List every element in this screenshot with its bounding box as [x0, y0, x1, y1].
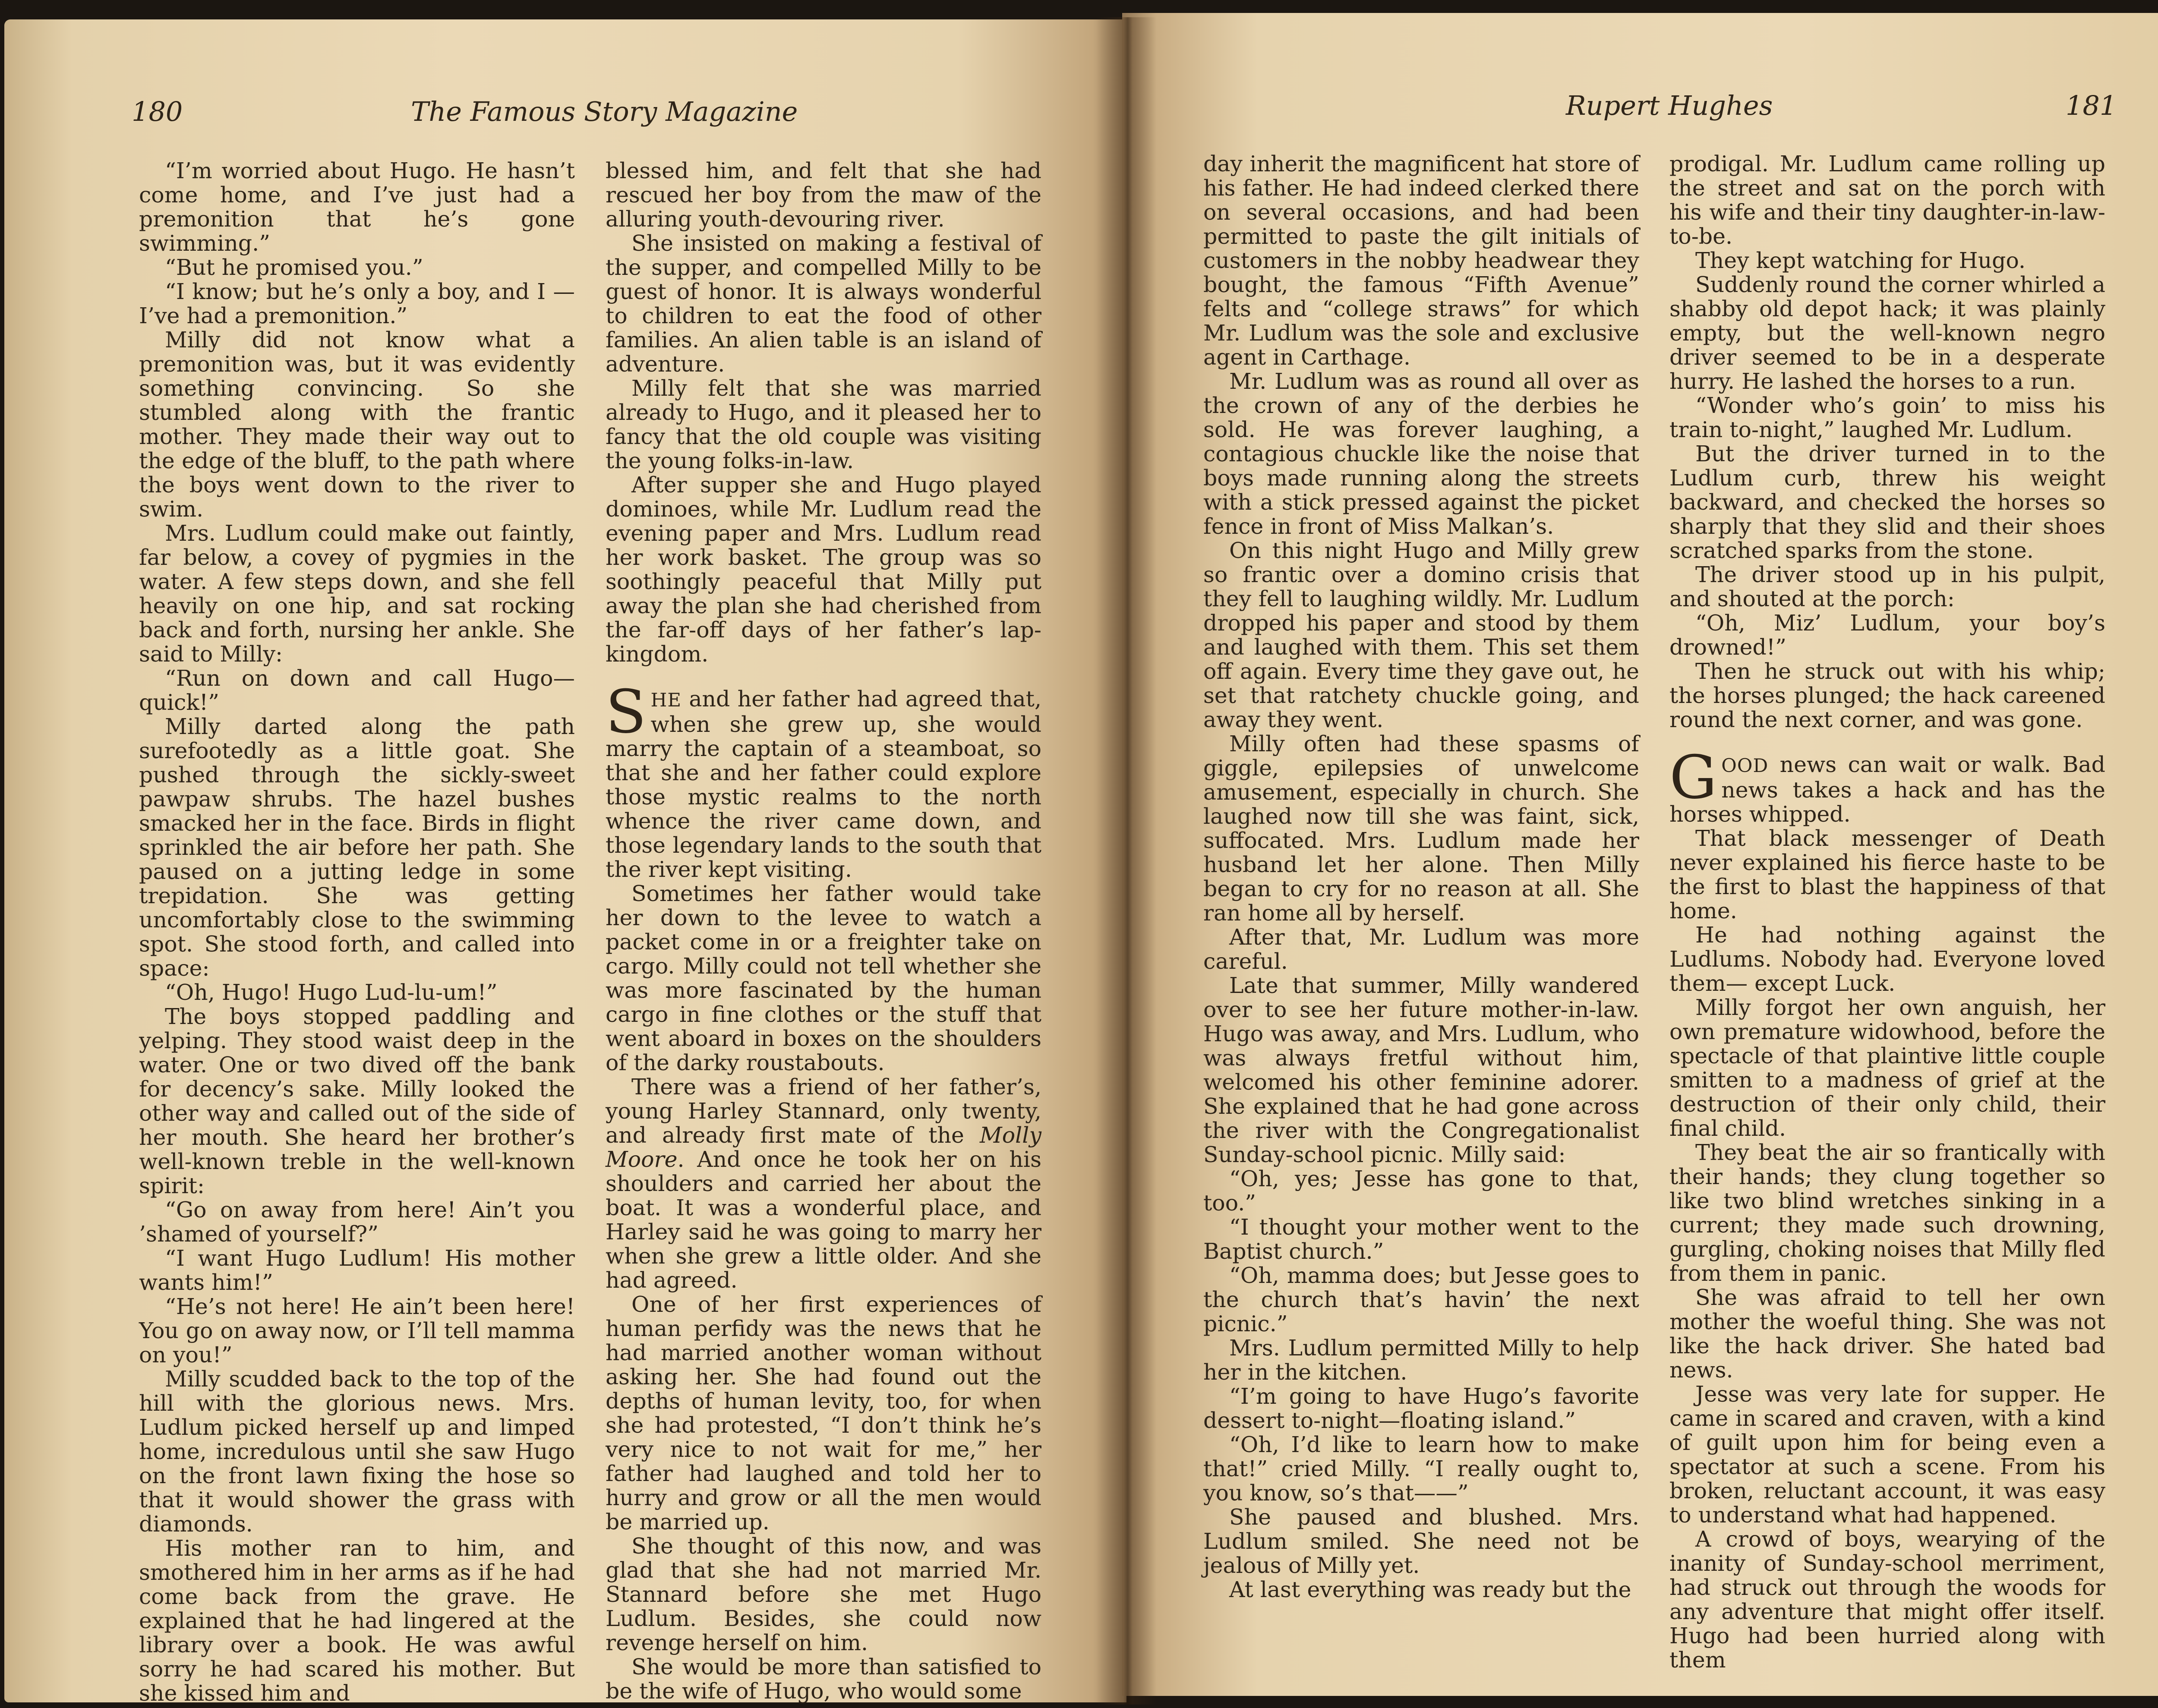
left-page-number: 180 — [132, 96, 183, 127]
paragraph: “But he promised you.” — [165, 255, 423, 280]
left-column-1 — [139, 159, 575, 1705]
section-opening-paragraph — [606, 677, 1041, 882]
paragraph: “I want Hugo Ludlum! His mother wants him!” — [139, 1245, 575, 1295]
drop-cap: S — [606, 677, 647, 747]
paragraph: Then he struck out with his whip; the horses plunged; the hack careened round the next corner, and was gone. — [1669, 659, 2105, 732]
paragraph: “I’m going to have Hugo’s favorite dessert to-night—floating island.” — [1203, 1383, 1639, 1433]
paragraph: After supper she and Hugo played dominoes, while Mr. Ludlum read the evening paper and Mrs. Ludlum read her work basket. The group was so soothingly peaceful that Milly put away the plan she had cherished from the far-off days of her father’s lap-kingdom. — [606, 472, 1041, 667]
section-text: and her father had agreed that, when she grew up, she would marry the captain of a steamboat, so that she and her father could explore those mystic realms to the north whence the river came down, and those legendary lands to the south that the river kept visiting. — [606, 686, 1041, 882]
paragraph: Milly did not know what a premonition was, but it was evidently something convincing. So she stumbled along with the frantic mother. They made their way out to the edge of the bluff, to the path where the boys went down to the river to swim. — [139, 327, 575, 522]
paragraph — [606, 1075, 1041, 1292]
paragraph-text: There was a friend of her father’s, young Harley Stannard, only twenty, and already first mate of the — [606, 1074, 1041, 1148]
paragraph: “Oh, Miz’ Ludlum, your boy’s drowned!” — [1669, 610, 2105, 660]
left-running-head: The Famous Story Magazine — [411, 96, 798, 127]
paragraph: She paused and blushed. Mrs. Ludlum smiled. She need not be jealous of Milly yet. — [1203, 1504, 1639, 1578]
paragraph: “Run on down and call Hugo— quick!” — [139, 665, 575, 715]
paragraph: She was afraid to tell her own mother the woeful thing. She was not like the hack driver. She hated bad news. — [1669, 1285, 2105, 1383]
paragraph: “I’m worried about Hugo. He hasn’t come home, and I’ve just had a premonition that he’s gone swimming.” — [139, 158, 575, 256]
right-page-number: 181 — [2066, 90, 2117, 121]
paragraph: He had nothing against the Ludlums. Nobody had. Everyone loved them— except Luck. — [1669, 922, 2105, 996]
paragraph: They beat the air so frantically with their hands; they clung together so like two blind wretches sinking in a current; they made such drowning, gurgling, choking noises that Milly fled from them in panic. — [1669, 1140, 2105, 1286]
section-opening-paragraph — [1669, 743, 2105, 827]
paragraph-text: . And once he took her on his shoulders and carried her about the boat. It was a wonderful place, and Harley said he was going to marry her when she grew a little older. And she had agreed. — [606, 1147, 1041, 1293]
paragraph: Late that summer, Milly wandered over to see her future mother-in-law. Hugo was away, and Mrs. Ludlum, who was always fretful without him, welcomed his other feminine adorer. She explained that he had gone across the river with the Congregationalist Sunday-school picnic. Milly said: — [1203, 973, 1639, 1167]
small-caps-lead: OOD — [1721, 755, 1769, 777]
paragraph: She thought of this now, and was glad that she had not married Mr. Stannard before she met Hugo Ludlum. Besides, she could now revenge herself on him. — [606, 1533, 1041, 1655]
paragraph: Milly scudded back to the top of the hill with the glorious news. Mrs. Ludlum picked herself up and limped home, incredulous until she saw Hugo on the front lawn fixing the hose so that it would shower the grass with diamonds. — [139, 1366, 575, 1537]
paragraph: “He’s not here! He ain’t been here! You go on away now, or I’ll tell mamma on you!” — [139, 1294, 575, 1368]
paragraph: But the driver turned in to the Ludlum curb, threw his weight backward, and checked the horses so sharply that they slid and their shoes scratched sparks from the stone. — [1669, 441, 2105, 563]
paragraph: She insisted on making a festival of the supper, and compelled Milly to be guest of honor. It is always wonderful to children to eat the food of other families. An alien table is an island of adventure. — [606, 230, 1041, 377]
right-running-head: Rupert Hughes — [1566, 90, 1773, 121]
paragraph: A crowd of boys, wearying of the inanity of Sunday-school merriment, had struck out through the woods for any adventure that might offer itself. Hugo had been hurried along with them — [1669, 1526, 2105, 1673]
paragraph: Milly often had these spasms of giggle, epilepsies of unwelcome amusement, especially in church. She laughed now till she was faint, sick, suffocated. Mrs. Ludlum made her husband let her alone. Then Milly began to cry for no reason at all. She ran home all by herself. — [1203, 731, 1639, 926]
boat-name: Molly Moore — [606, 1122, 1041, 1172]
paragraph: day inherit the magnificent hat store of his father. He had indeed clerked there on several occasions, and had been permitted to paste the gilt initials of customers in the nobby headwear they bought, the famous “Fifth Avenue” felts and “college straws” for which Mr. Ludlum was the sole and exclusive agent in Carthage. — [1203, 151, 1639, 370]
paragraph: Suddenly round the corner whirled a shabby old depot hack; it was plainly empty, but the well-known negro driver seemed to be in a desperate hurry. He lashed the horses to a run. — [1669, 272, 2105, 394]
drop-cap: G — [1669, 743, 1717, 812]
paragraph: blessed him, and felt that she had rescued her boy from the maw of the alluring youth-devouring river. — [606, 158, 1041, 232]
paragraph: “Oh, yes; Jesse has gone to that, too.” — [1203, 1166, 1639, 1216]
paragraph: Milly forgot her own anguish, her own premature widowhood, before the spectacle of that plaintive little couple smitten to a madness of grief at the destruction of their only child, their final child. — [1669, 995, 2105, 1141]
paragraph: On this night Hugo and Milly grew so frantic over a domino crisis that they fell to laughing wildly. Mr. Ludlum dropped his paper and stood by them and laughed with them. This set them off again. Every time they gave out, he set that ratchety chuckle going, and away they went. — [1203, 538, 1639, 732]
paragraph: “I thought your mother went to the Baptist church.” — [1203, 1214, 1639, 1264]
paragraph: Sometimes her father would take her down to the levee to watch a packet come in or a freighter take on cargo. Milly could not tell whether she was more fascinated by the human cargo in fine clothes or the stuff that went aboard in boxes on the shoulders of the darky roustabouts. — [606, 881, 1041, 1075]
paragraph: Mrs. Ludlum could make out faintly, far below, a covey of pygmies in the water. A few steps down, and she fell heavily on one hip, and sat rocking back and forth, nursing her ankle. She said to Milly: — [139, 520, 575, 667]
paragraph: “I know; but he’s only a boy, and I —I’ve had a premonition.” — [139, 279, 575, 328]
right-column-2 — [1669, 152, 2105, 1672]
paragraph: prodigal. Mr. Ludlum came rolling up the street and sat on the porch with his wife and their tiny daughter-in-law-to-be. — [1669, 151, 2105, 249]
book-gutter — [1096, 17, 1157, 1705]
paragraph: His mother ran to him, and smothered him in her arms as if he had come back from the grave. He explained that he had lingered at the library over a book. He was awful sorry he had scared his mother. But she kissed him and — [139, 1535, 575, 1706]
paragraph: The driver stood up in his pulpit, and shouted at the porch: — [1669, 562, 2105, 611]
paragraph: She would be more than satisfied to be the wife of Hugo, who would some — [606, 1654, 1041, 1704]
section-text: news can wait or walk. Bad news takes a hack and has the horses whipped. — [1669, 752, 2105, 827]
paragraph: Milly felt that she was married already to Hugo, and it pleased her to fancy that the old couple was visiting the young folks-in-law. — [606, 375, 1041, 473]
paragraph: “Oh, I’d like to learn how to make that!” cried Milly. “I really ought to, you know, so’s that——” — [1203, 1432, 1639, 1506]
paragraph: “Go on away from here! Ain’t you ’shamed of yourself?” — [139, 1197, 575, 1247]
paragraph: The boys stopped paddling and yelping. They stood waist deep in the water. One or two dived off the bank for decency’s sake. Milly looked the other way and called out of the side of her mouth. She heard her brother’s well-known treble in the well-known spirit: — [139, 1004, 575, 1198]
paragraph: At last everything was ready but the — [1229, 1577, 1631, 1602]
paragraph: Mr. Ludlum was as round all over as the crown of any of the derbies he sold. He was forever laughing, a contagious chuckle like the noise that boys made running along the streets with a stick pressed against the picket fence in front of Miss Malkan’s. — [1203, 369, 1639, 539]
paragraph: Jesse was very late for supper. He came in scared and craven, with a kind of guilt upon him for being even a spectator at such a scene. From his broken, reluctant account, it was easy to understand what had happened. — [1669, 1381, 2105, 1528]
paragraph: Mrs. Ludlum permitted Milly to help her in the kitchen. — [1203, 1335, 1639, 1385]
paragraph: They kept watching for Hugo. — [1695, 248, 2026, 273]
paragraph: That black messenger of Death never explained his fierce haste to be the first to blast the happiness of that home. — [1669, 826, 2105, 923]
paragraph: After that, Mr. Ludlum was more careful. — [1203, 924, 1639, 974]
small-caps-lead: HE — [650, 690, 682, 711]
paragraph: One of her first experiences of human perfidy was the news that he had married another woman without asking her. She had found out the depths of human levity, too, for when she had protested, “I don’t think he’s very nice to not wait for me,” her father had laughed and told her to hurry and grow or all the men would be married up. — [606, 1292, 1041, 1535]
left-column-2 — [606, 159, 1041, 1703]
paragraph: “Oh, Hugo! Hugo Lud-lu-um!” — [165, 980, 498, 1005]
paragraph: Milly darted along the path surefootedly as a little goat. She pushed through the sickly-sweet pawpaw shrubs. The hazel bushes smacked her in the face. Birds in flight sprinkled the air before her path. She paused on a jutting ledge in some trepidation. She was getting uncomfortably close to the swimming spot. She stood forth, and called into space: — [139, 714, 575, 981]
paragraph: “Wonder who’s goin’ to miss his train to-night,” laughed Mr. Ludlum. — [1669, 393, 2105, 442]
paragraph: “Oh, mamma does; but Jesse goes to the church that’s havin’ the next picnic.” — [1203, 1263, 1639, 1336]
right-column-1 — [1203, 152, 1639, 1602]
